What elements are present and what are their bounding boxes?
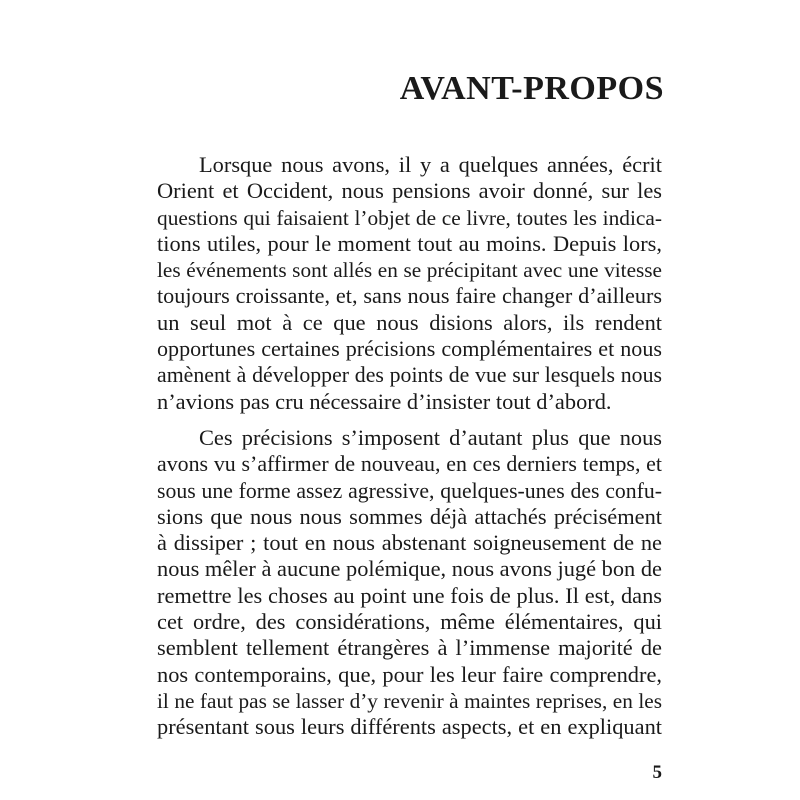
text-line: avons vu s’affirmer de nouveau, en ces derniers temps, et (157, 451, 662, 477)
text-line: sous une forme assez agressive, quelques-unes des confu- (157, 478, 662, 503)
text-line: à dissiper ; tout en nous abstenant soigneusement de ne (157, 530, 662, 556)
paragraph-2 (157, 425, 662, 741)
text-line: Ces précisions s’imposent d’autant plus que nous (199, 424, 662, 450)
paragraph-gap (157, 415, 662, 425)
text-line: il ne faut pas se lasser d’y revenir à maintes reprises, en les (157, 688, 662, 713)
text-line: cet ordre, des considérations, même élémentaires, qui (157, 609, 662, 635)
text-line: les événements sont allés en se précipitant avec une vitesse (157, 258, 662, 283)
text-line: n’avions pas cru nécessaire d’insister tout d’abord. (157, 388, 612, 414)
text-line: Orient et Occident, nous pensions avoir donné, sur les (157, 178, 662, 204)
text-line: semblent tellement étrangères à l’immense majorité de (157, 635, 662, 661)
page-number: 5 (652, 762, 662, 783)
text-line: nos contemporains, que, pour les leur faire comprendre, (157, 661, 662, 687)
paragraph-1 (157, 152, 662, 415)
text-line: tions utiles, pour le moment tout au moins. Depuis lors, (157, 230, 662, 256)
chapter-title: AVANT-PROPOS (399, 70, 664, 107)
text-line: Lorsque nous avons, il y a quelques années, écrit (199, 152, 662, 177)
body-text (157, 152, 662, 741)
text-line: un seul mot à ce que nous disions alors, ils rendent (157, 309, 662, 335)
text-line: présentant sous leurs différents aspects, et en expliquant (157, 714, 662, 740)
text-line: sions que nous nous sommes déjà attachés précisément (157, 503, 662, 529)
text-line: toujours croissante, et, sans nous faire changer d’ailleurs (157, 283, 662, 309)
text-line: opportunes certaines précisions complémentaires et nous (157, 336, 662, 362)
text-line: nous mêler à aucune polémique, nous avons jugé bon de (157, 556, 662, 582)
text-line: remettre les choses au point une fois de plus. Il est, dans (157, 582, 662, 608)
text-line: amènent à développer des points de vue sur lesquels nous (157, 363, 662, 388)
text-line: questions qui faisaient l’objet de ce livre, toutes les indica- (157, 205, 662, 230)
